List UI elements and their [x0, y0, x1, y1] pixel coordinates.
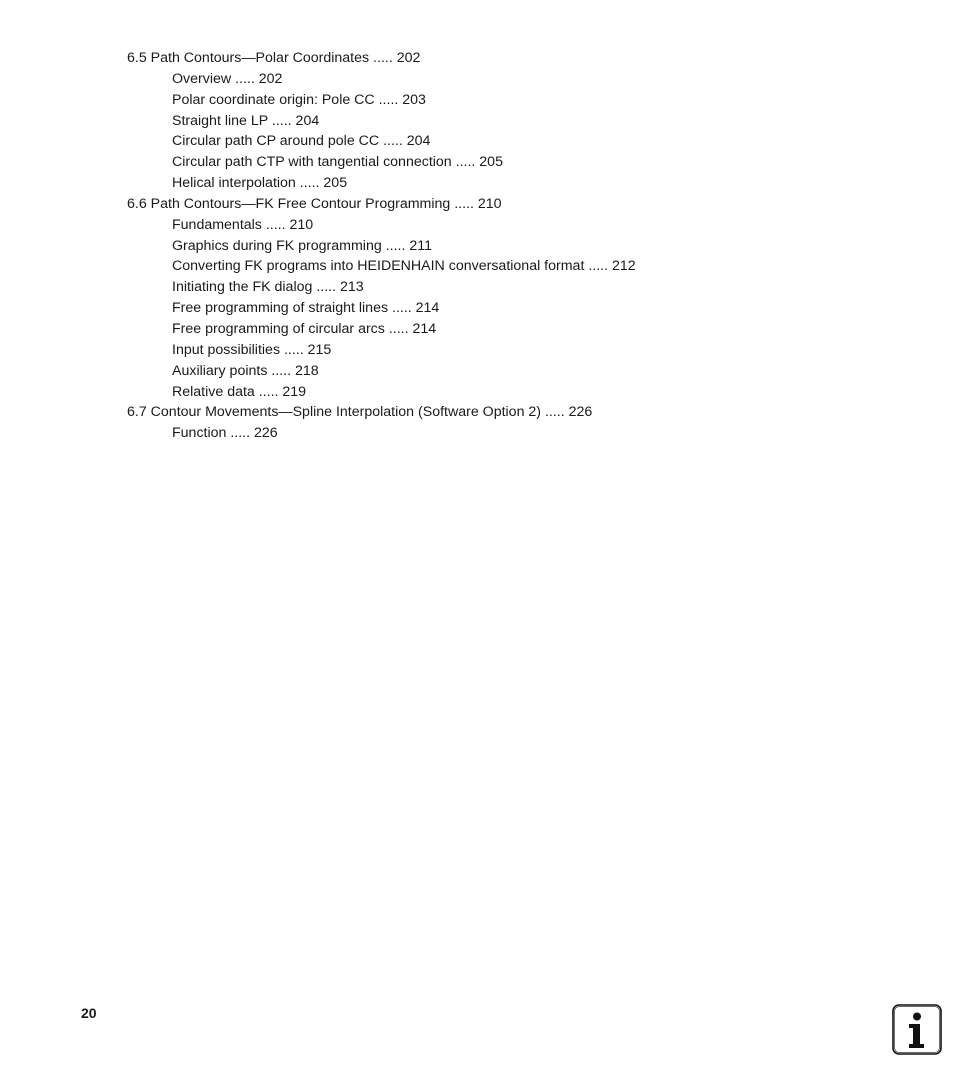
table-of-contents [127, 48, 636, 444]
toc-entry[interactable]: Circular path CTP with tangential connection ..... 205 [172, 154, 503, 171]
toc-entry[interactable]: Polar coordinate origin: Pole CC ..... 203 [172, 91, 426, 108]
toc-entry[interactable]: Relative data ..... 219 [172, 383, 307, 400]
toc-entry[interactable]: Initiating the FK dialog ..... 213 [172, 279, 364, 296]
toc-entry[interactable]: 6.7 Contour Movements—Spline Interpolation (Software Option 2) ..... 226 [127, 404, 593, 421]
info-icon [892, 1004, 942, 1055]
toc-entry[interactable]: 6.5 Path Contours—Polar Coordinates ..... 202 [127, 50, 421, 66]
toc-entry[interactable]: Straight line LP ..... 204 [172, 112, 320, 129]
toc-entry[interactable]: Free programming of straight lines ..... 214 [172, 300, 440, 317]
toc-entry[interactable]: Auxiliary points ..... 218 [172, 362, 319, 379]
toc-entry[interactable]: Fundamentals ..... 210 [172, 216, 314, 233]
toc-entry[interactable]: Helical interpolation ..... 205 [172, 175, 348, 192]
page-number: 20 [81, 1005, 97, 1021]
toc-entry[interactable]: Input possibilities ..... 215 [172, 341, 332, 358]
toc-entry[interactable]: Free programming of circular arcs ..... 214 [172, 320, 437, 337]
toc-entry[interactable]: 6.6 Path Contours—FK Free Contour Programming ..... 210 [127, 195, 502, 212]
toc-entry[interactable]: Circular path CP around pole CC ..... 204 [172, 133, 431, 150]
toc-entry[interactable]: Graphics during FK programming ..... 211 [172, 237, 432, 254]
toc-entry[interactable]: Converting FK programs into HEIDENHAIN conversational format ..... 212 [172, 258, 636, 275]
toc-entry[interactable]: Overview ..... 202 [172, 70, 283, 87]
toc-entry[interactable]: Function ..... 226 [172, 425, 278, 442]
